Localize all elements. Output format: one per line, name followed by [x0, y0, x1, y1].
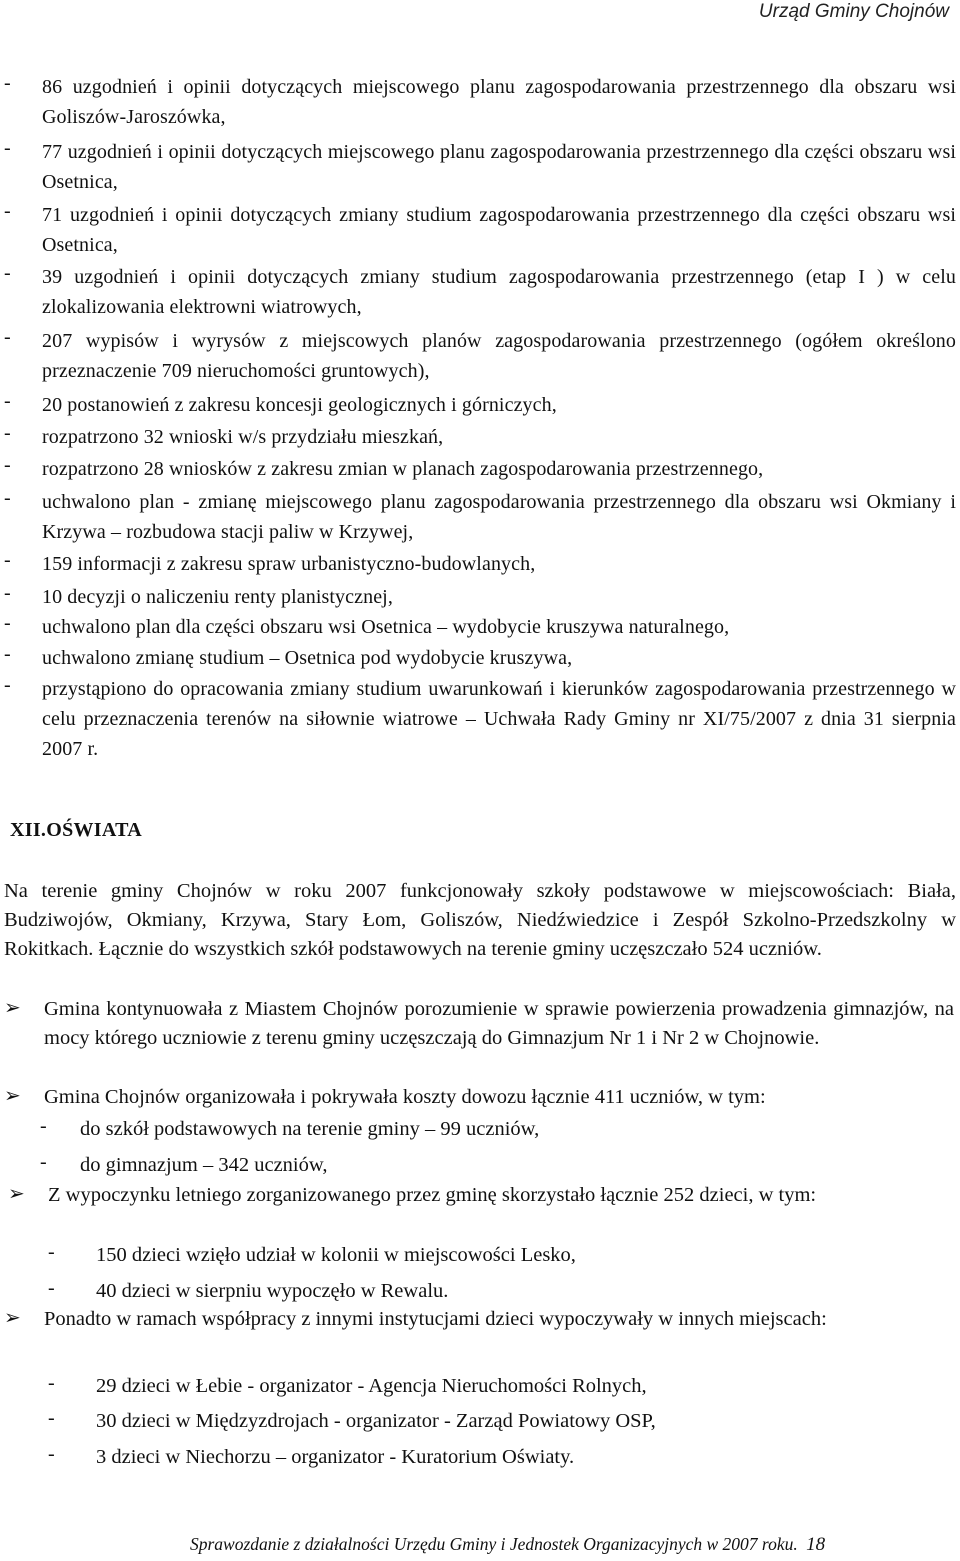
list-item: [4, 582, 956, 612]
sub-item-text: 40 dzieci w sierpniu wypoczęło w Rewalu.: [96, 1280, 449, 1302]
dash-marker: -: [40, 1151, 47, 1173]
list-item-text: przystąpiono do opracowania zmiany studium uwarunkowań i kierunków zagospodarowania przestrzennego w celu przeznaczenia terenów na siłownie wiatrowe – Uchwała Rady Gminy nr XI/75/2007 z dnia 31 sierpnia 2007 r.: [42, 678, 956, 760]
dash-marker: -: [4, 674, 11, 696]
dash-marker: -: [4, 422, 11, 444]
list-item-text: 159 informacji z zakresu spraw urbanistyczno-budowlanych,: [42, 553, 536, 575]
list-item-text: rozpatrzono 32 wnioski w/s przydziału mieszkań,: [42, 426, 444, 448]
sub-list-item: [40, 1115, 940, 1144]
list-item: [4, 487, 956, 547]
section-intro-paragraph: Na terenie gminy Chojnów w roku 2007 funkcjonowały szkoły podstawowe w miejscowościach: Biała, Budziwojów, Okmiany, Krzywa, Stary Łom, Goliszów, Niedźwiedzice i Zespół Szkolno-Przedszkolny w Rokitkach. Łącznie do wszystkich szkół podstawowych na terenie gminy uczęszczało 524 uczniów.: [4, 880, 956, 960]
list-item-text: 20 postanowień z zakresu koncesji geologicznych i górniczych,: [42, 394, 557, 416]
list-item: [4, 262, 956, 322]
arrow-bullet-icon: ➢: [4, 1305, 21, 1329]
dash-marker: -: [40, 1115, 47, 1137]
dash-marker: -: [4, 582, 11, 604]
list-item: [4, 612, 956, 642]
list-item-text: 77 uzgodnień i opinii dotyczących miejscowego planu zagospodarowania przestrzennego dla części obszaru wsi Osetnica,: [42, 141, 956, 193]
sub-item-text: 29 dzieci w Łebie - organizator - Agencja Nieruchomości Rolnych,: [96, 1375, 647, 1397]
dash-marker: -: [48, 1241, 55, 1263]
list-item-text: uchwalono zmianę studium – Osetnica pod wydobycie kruszywa,: [42, 647, 573, 669]
dash-marker: -: [48, 1407, 55, 1429]
bullet-text: Ponadto w ramach współpracy z innymi instytucjami dzieci wypoczywały w innych miejscach:: [44, 1308, 827, 1330]
list-item-text: uchwalono plan - zmianę miejscowego planu zagospodarowania przestrzennego dla obszaru wsi Okmiany i Krzywa – rozbudowa stacji paliw w Krzywej,: [42, 491, 956, 543]
dash-marker: -: [4, 487, 11, 509]
bullet-text: Z wypoczynku letniego zorganizowanego przez gminę skorzystało łącznie 252 dzieci, w tym:: [48, 1184, 817, 1206]
sub-item-text: 150 dzieci wzięło udział w kolonii w miejscowości Lesko,: [96, 1244, 576, 1266]
sub-list-item: [48, 1277, 948, 1306]
list-item: [4, 137, 956, 197]
arrow-bullet-icon: ➢: [4, 1083, 21, 1107]
dash-marker: -: [4, 326, 11, 348]
bullet-item: [4, 1083, 954, 1112]
sub-list-item: [48, 1372, 948, 1401]
sub-list-item: [48, 1407, 948, 1436]
dash-marker: -: [48, 1443, 55, 1465]
sub-list-item: [48, 1241, 948, 1270]
dash-marker: -: [4, 262, 11, 284]
sub-item-text: do gimnazjum – 342 uczniów,: [80, 1154, 328, 1176]
list-item-text: 207 wypisów i wyrysów z miejscowych planów zagospodarowania przestrzennego (ogółem określono przeznaczenie 709 nieruchomości gruntowych),: [42, 330, 956, 382]
list-item-text: rozpatrzono 28 wniosków z zakresu zmian w planach zagospodarowania przestrzennego,: [42, 458, 764, 480]
list-item: [4, 643, 956, 673]
sub-item-text: 3 dzieci w Niechorzu – organizator - Kuratorium Oświaty.: [96, 1446, 575, 1468]
list-item: [4, 72, 956, 132]
sub-item-text: do szkół podstawowych na terenie gminy – 99 uczniów,: [80, 1118, 540, 1140]
list-item: [4, 326, 956, 386]
dash-marker: -: [4, 137, 11, 159]
dash-marker: -: [48, 1372, 55, 1394]
list-item-text: 86 uzgodnień i opinii dotyczących miejscowego planu zagospodarowania przestrzennego dla obszaru wsi Goliszów-Jaroszówka,: [42, 76, 956, 128]
section-heading: XII.OŚWIATA: [10, 819, 143, 841]
dash-marker: -: [4, 200, 11, 222]
dash-marker: -: [4, 72, 11, 94]
bullet-text: Gmina kontynuowała z Miastem Chojnów porozumienie w sprawie powierzenia prowadzenia gimnazjów, na mocy którego uczniowie z terenu gminy uczęszczają do Gimnazjum Nr 1 i Nr 2 w Chojnowie.: [44, 998, 954, 1049]
dash-marker: -: [4, 612, 11, 634]
list-item-text: 10 decyzji o naliczeniu renty planistycznej,: [42, 586, 393, 608]
arrow-bullet-icon: ➢: [8, 1181, 25, 1205]
footer-text: Sprawozdanie z działalności Urzędu Gminy i Jednostek Organizacyjnych w 2007 roku.: [190, 1534, 798, 1554]
page-number: 18: [806, 1534, 826, 1555]
list-item-text: 39 uzgodnień i opinii dotyczących zmiany studium zagospodarowania przestrzennego (etap I ) w celu zlokalizowania elektrowni wiatrowych,: [42, 266, 956, 318]
list-item: [4, 390, 956, 420]
page-footer: [190, 1534, 825, 1556]
bullet-text: Gmina Chojnów organizowała i pokrywała koszty dowozu łącznie 411 uczniów, w tym:: [44, 1086, 766, 1108]
list-item: [4, 422, 956, 452]
list-item: [4, 549, 956, 579]
arrow-bullet-icon: ➢: [4, 995, 21, 1019]
list-item: [4, 200, 956, 260]
list-item: [4, 674, 956, 764]
bullet-item: [8, 1181, 956, 1210]
dash-marker: -: [4, 549, 11, 571]
dash-marker: -: [4, 643, 11, 665]
sub-list-item: [40, 1151, 940, 1180]
sub-list-item: [48, 1443, 948, 1472]
dash-marker: -: [48, 1277, 55, 1299]
list-item-text: 71 uzgodnień i opinii dotyczących zmiany studium zagospodarowania przestrzennego dla części obszaru wsi Osetnica,: [42, 204, 956, 256]
sub-item-text: 30 dzieci w Międzyzdrojach - organizator - Zarząd Powiatowy OSP,: [96, 1410, 656, 1432]
bullet-item: [4, 1305, 954, 1334]
bullet-item: [4, 995, 954, 1053]
dash-marker: -: [4, 390, 11, 412]
page-header: Urząd Gminy Chojnów: [758, 1, 949, 22]
dash-marker: -: [4, 454, 11, 476]
list-item-text: uchwalono plan dla części obszaru wsi Osetnica – wydobycie kruszywa naturalnego,: [42, 616, 730, 638]
list-item: [4, 454, 956, 484]
